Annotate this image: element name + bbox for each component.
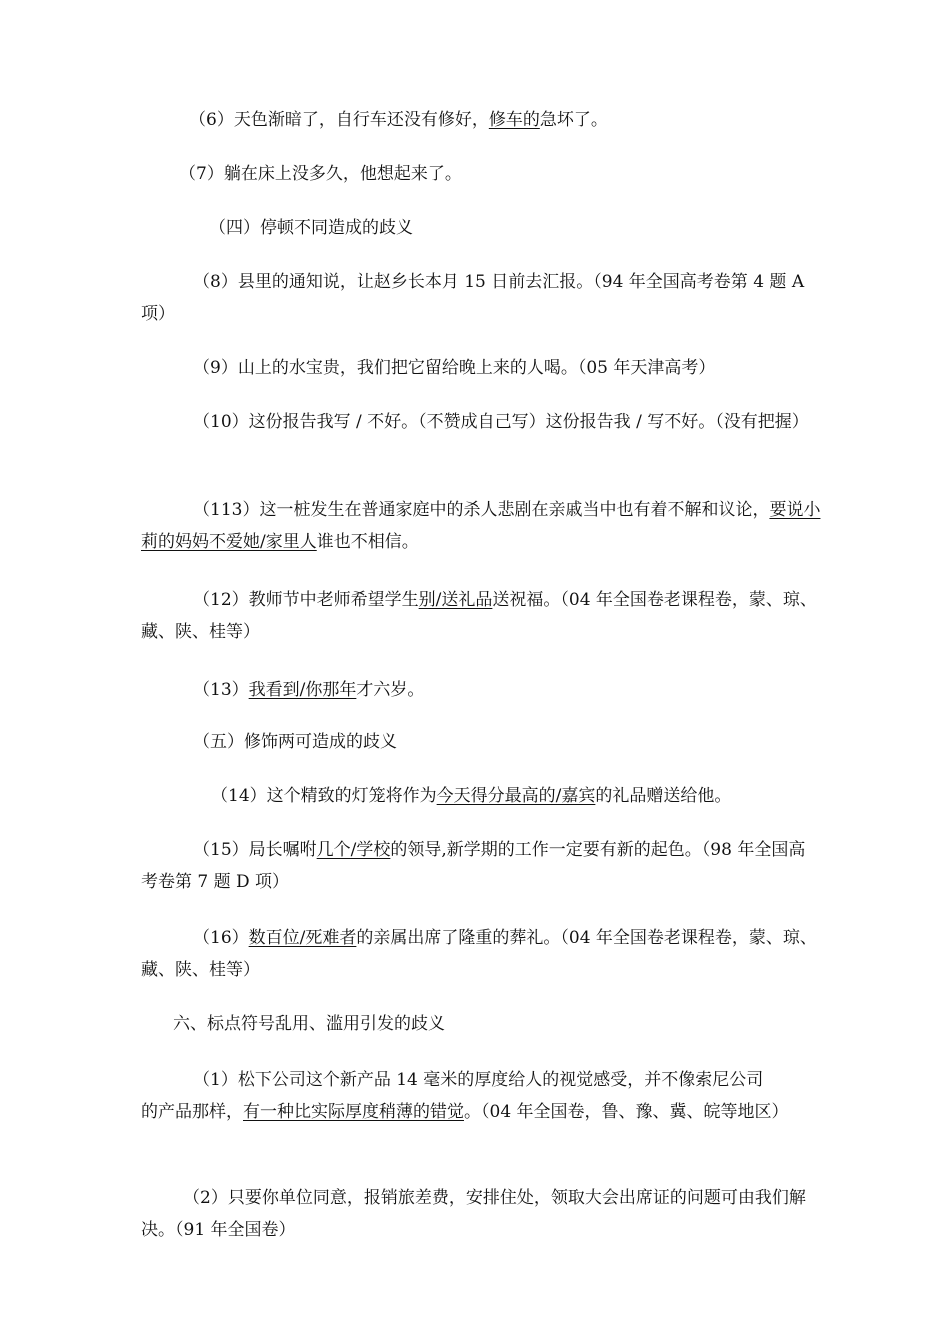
paragraph-15 [141, 834, 821, 898]
text-run: 的亲属出席了隆重的葬礼。（04 年全国卷老课程卷，蒙、琼、藏、陕、桂等） [141, 928, 817, 980]
heading-section-6 [141, 1008, 821, 1040]
text-run: 的产品那样， [141, 1102, 243, 1122]
paragraph-9 [141, 352, 821, 384]
paragraph-8 [141, 266, 821, 330]
paragraph-13 [141, 674, 821, 706]
text-run: 六、标点符号乱用、滥用引发的歧义 [173, 1014, 445, 1034]
text-run: 的领导,新学期的工作一定要有新的起色。（98 年全国高考卷第 7 题 D 项） [141, 840, 806, 892]
text-run: 的礼品赠送给他。 [595, 786, 732, 806]
underlined-phrase: 修车的 [488, 110, 540, 130]
text-run: （四）停顿不同造成的歧义 [209, 218, 413, 238]
paragraph-q2 [141, 1182, 821, 1246]
text-run: （2）只要你单位同意，报销旅差费，安排住处，领取大会出席证的问题可由我们解决。（91 年全国卷） [141, 1188, 806, 1240]
underlined-phrase: 几个/学校 [316, 840, 391, 860]
text-run: （10）这份报告我写 / 不好。（不赞成自己写）这份报告我 / 写不好。（没有把握） [193, 412, 809, 432]
paragraph-14 [141, 780, 821, 812]
paragraph-11 [141, 494, 821, 558]
text-run: （6）天色渐暗了，自行车还没有修好， [189, 110, 489, 130]
paragraph-16 [141, 922, 821, 986]
underlined-phrase: 我看到/你那年 [248, 680, 357, 700]
text-run: （13） [193, 680, 249, 700]
text-run: （9）山上的水宝贵，我们把它留给晚上来的人喝。（05 年天津高考） [193, 358, 716, 378]
text-run: 。（04 年全国卷，鲁、豫、冀、皖等地区） [464, 1102, 789, 1122]
text-run: （7）躺在床上没多久，他想起来了。 [179, 164, 462, 184]
underlined-phrase: 要说小莉的妈妈不爱她/家里人 [141, 500, 821, 552]
underlined-phrase: 别/送礼品 [418, 590, 493, 610]
text-run: （14）这个精致的灯笼将作为 [211, 786, 437, 806]
text-run: 谁也不相信。 [316, 532, 419, 552]
text-run: 送祝福。（04 年全国卷老课程卷，蒙、琼、藏、陕、桂等） [141, 590, 817, 642]
underlined-phrase: 今天得分最高的/嘉宾 [436, 786, 596, 806]
paragraph-7 [141, 158, 821, 190]
paragraph-12 [141, 584, 821, 648]
text-run: （15）局长嘱咐 [193, 840, 317, 860]
underlined-phrase: 有一种比实际厚度稍薄的错觉 [243, 1102, 464, 1122]
heading-section-5 [141, 726, 821, 758]
text-run: 才六岁。 [356, 680, 425, 700]
heading-section-4 [141, 212, 821, 244]
paragraph-6 [141, 104, 821, 136]
underlined-phrase: 数百位/死难者 [248, 928, 357, 948]
text-run: （五）修饰两可造成的歧义 [193, 732, 397, 752]
text-run: （113）这一桩发生在普通家庭中的杀人悲剧在亲戚当中也有着不解和议论， [193, 500, 770, 520]
text-run: （16） [193, 928, 249, 948]
text-run: 急坏了。 [539, 110, 608, 130]
text-run: （1）松下公司这个新产品 14 毫米的厚度给人的视觉感受，并不像索尼公司 [193, 1070, 764, 1090]
text-run: （12）教师节中老师希望学生 [193, 590, 419, 610]
text-run: （8）县里的通知说，让赵乡长本月 15 日前去汇报。（94 年全国高考卷第 4 题 A 项） [141, 272, 805, 324]
paragraph-10 [141, 406, 821, 438]
paragraph-q1 [141, 1064, 821, 1128]
